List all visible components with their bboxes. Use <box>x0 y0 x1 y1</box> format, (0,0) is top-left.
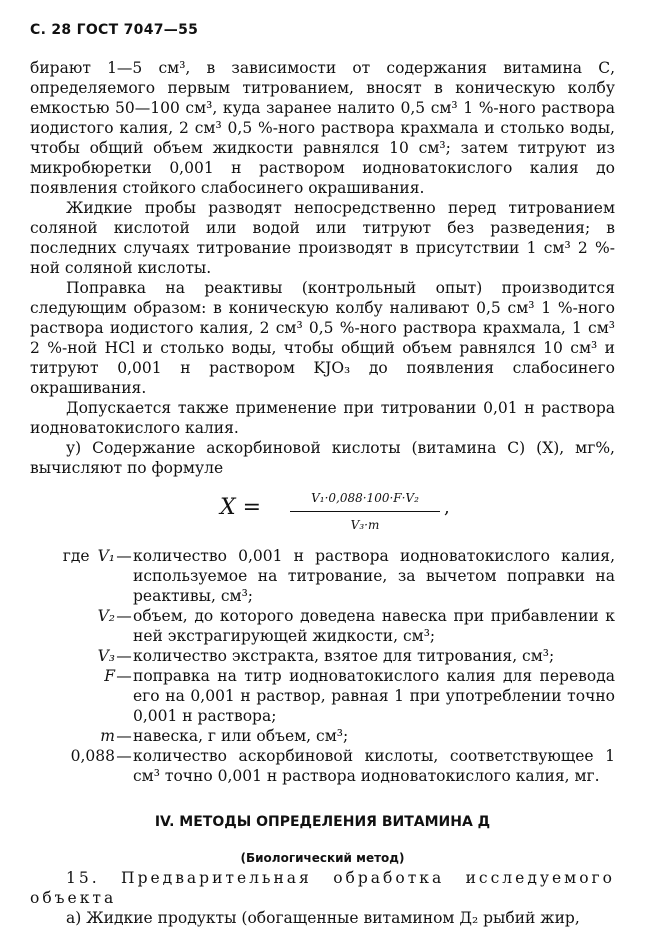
definition-text: количество 0,001 н раствора иодноватокислого калия, используемое на титрование, за вычетом поправки на реактивы, см³; <box>133 547 615 605</box>
definition-symbol: F <box>104 667 115 685</box>
definition-symbol: V₁ <box>97 547 115 565</box>
item-a-text: а) Жидкие продукты (обогащенные витамином Д₂ рыбий жир, <box>66 909 580 927</box>
body-text <box>30 58 615 928</box>
definition-v2 <box>30 606 615 646</box>
paragraph-continuation: бирают 1—5 см³, в зависимости от содержания витамина С, определяемого первым титрованием, вносят в коническую колбу емкостью 50—100 см³, куда заранее налито 0,5 см³ 1 %-ного раствора иодистого калия, 2 см³ 0,5 %-ного раствора крахмала и столько воды, чтобы общий объем жидкости равнялся 10 см³; затем титруют из микробюретки 0,001 н раствором иодноватокислого калия до появления стойкого слабосинего окрашивания. <box>30 59 615 197</box>
section-subtitle: (Биологический метод) <box>240 851 405 865</box>
definition-v3 <box>30 646 615 666</box>
definition-v1 <box>30 546 615 606</box>
formula-comma: , <box>444 497 450 518</box>
definition-text: поправка на титр иодноватокислого калия для перевода его на 0,001 н раствор, равная 1 при употреблении точно 0,001 н раствора; <box>133 667 615 725</box>
formula-fraction <box>290 488 440 535</box>
definition-dash: — <box>116 727 132 745</box>
paragraph-ascorbic-content: у) Содержание аскорбиновой кислоты (витамина С) (X), мг%, вычисляют по формуле <box>30 439 615 477</box>
formula-numerator: V₁·0,088·100·F·V₂ <box>290 488 440 512</box>
definition-symbol: V₃ <box>97 647 115 665</box>
page-header: С. 28 ГОСТ 7047—55 <box>30 22 199 38</box>
paragraph-reagent-correction: Поправка на реактивы (контрольный опыт) производится следующим образом: в коническую колбу наливают 0,5 см³ 1 %-ного раствора иодистого калия, 2 см³ 0,5 %-ного раствора крахмала, 1 см³ 2 %-ной HCl и столько воды, чтобы общий объем равнялся 10 см³ и титруют 0,001 н раствором KJO₃ до появления слабосинего окрашивания. <box>30 279 615 397</box>
definitions-list <box>30 546 615 786</box>
formula-lhs: X = <box>220 495 262 520</box>
definition-text: количество аскорбиновой кислоты, соответствующее 1 см³ точно 0,001 н раствора иодноватокислого калия, мг. <box>133 747 615 785</box>
definition-f <box>30 666 615 726</box>
definition-text: количество экстракта, взятое для титрования, см³; <box>133 647 555 665</box>
definition-symbol: V₂ <box>97 607 115 625</box>
definition-dash: — <box>116 607 132 625</box>
definition-dash: — <box>116 667 132 685</box>
definition-dash: — <box>116 547 132 565</box>
definition-symbol: 0,088 <box>70 747 115 765</box>
definition-0088 <box>30 746 615 786</box>
paragraph-allowed-solution: Допускается также применение при титровании 0,01 н раствора иодноватокислого калия. <box>30 399 615 437</box>
paragraph-liquid-samples: Жидкие пробы разводят непосредственно перед титрованием соляной кислотой или водой или титруют без разведения; в последних случаях титрование производят в присутствии 1 см³ 2 %-ной соляной кислоты. <box>30 199 615 277</box>
section-title: IV. МЕТОДЫ ОПРЕДЕЛЕНИЯ ВИТАМИНА Д <box>154 814 491 830</box>
definition-text: объем, до которого доведена навеска при прибавлении к ней экстрагирующей жидкости, см³; <box>133 607 615 645</box>
definition-symbol: m <box>100 727 115 745</box>
definition-text: навеска, г или объем, см³; <box>133 727 349 745</box>
ascorbic-acid-formula <box>30 484 615 540</box>
formula-denominator: V₃·m <box>350 518 380 532</box>
definition-dash: — <box>116 747 132 765</box>
definitions-intro: где <box>62 547 90 565</box>
definition-dash: — <box>116 647 132 665</box>
definition-m <box>30 726 615 746</box>
item-15-heading: 15. Предварительная обработка исследуемого объекта <box>30 869 615 907</box>
